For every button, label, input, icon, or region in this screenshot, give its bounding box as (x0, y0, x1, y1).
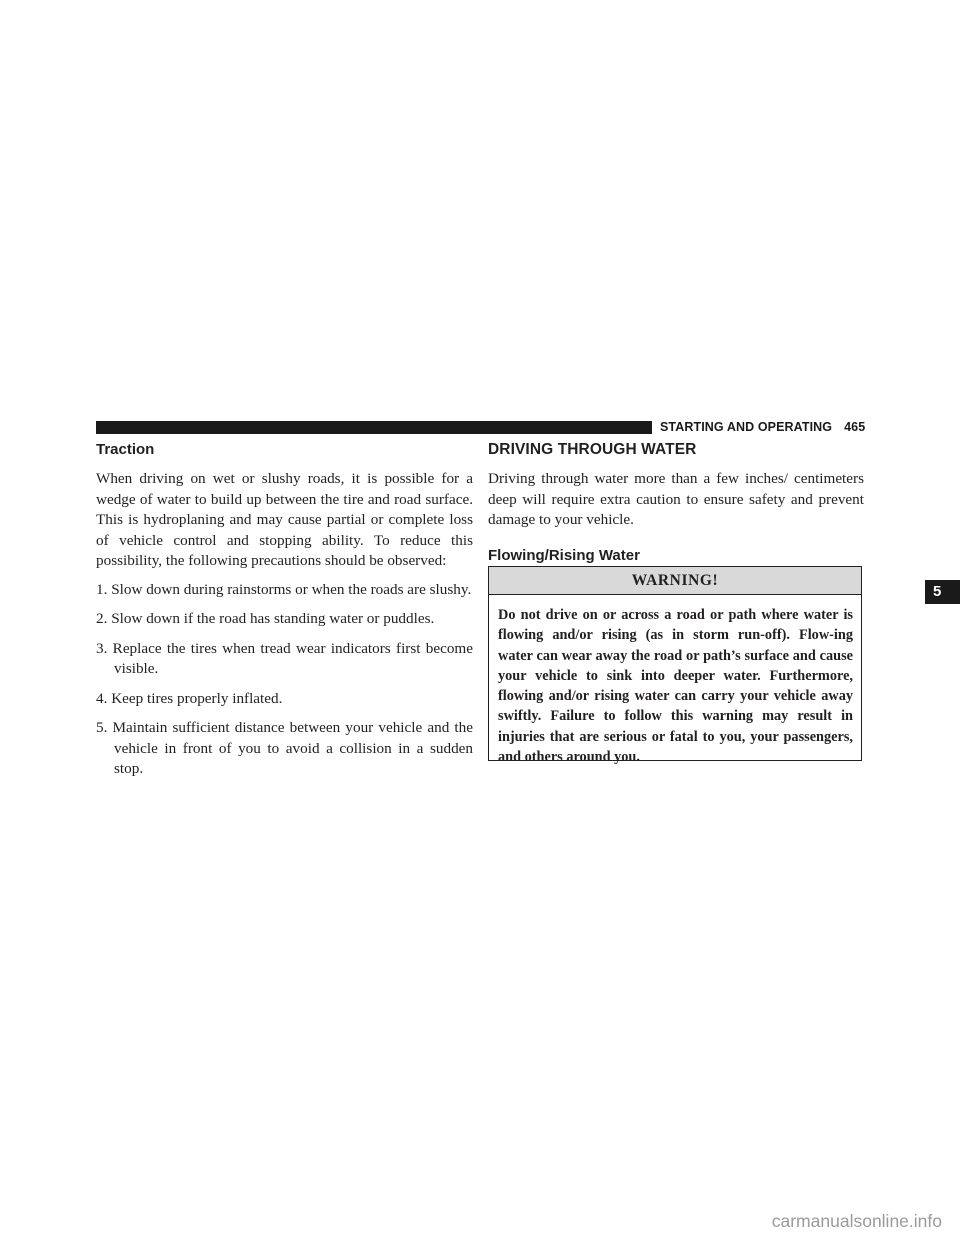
traction-intro: When driving on wet or slushy roads, it is possible for a wedge of water to build up between the tire and road surface. This is hydroplaning and may cause partial or complete loss of vehicle control and stopping ability. To reduce this possibility, the following precautions should be observed: (96, 470, 473, 569)
list-item: 2. Slow down if the road has standing water or puddles. (96, 610, 435, 627)
warning-text: Do not drive on or across a road or path where water is flowing and/or rising (as in storm run-off). Flow-ing water can wear away the road or path’s surface and cause your vehicle to sink into deeper water. Furthermore, flowing and/or rising water can carry your vehicle away swiftly. Failure to follow this warning may result in injuries that are serious or fatal to you, your passengers, and others around you. (498, 607, 853, 766)
left-column (96, 441, 473, 789)
list-item: 5. Maintain sufficient distance between your vehicle and the vehicle in front of you to avoid a collision in a sudden stop. (96, 719, 473, 777)
precautions-list (96, 580, 473, 780)
running-header (660, 420, 865, 434)
warning-box (488, 566, 862, 766)
watermark: carmanualsonline.info (771, 1211, 942, 1231)
water-heading: DRIVING THROUGH WATER (488, 441, 697, 458)
traction-heading: Traction (96, 441, 155, 458)
list-item: 3. Replace the tires when tread wear indicators first become visible. (96, 639, 473, 677)
list-item: 1. Slow down during rainstorms or when the roads are slushy. (96, 580, 472, 598)
warning-heading: WARNING! (489, 567, 861, 595)
page-number: 465 (844, 420, 866, 434)
header-rule (96, 421, 652, 434)
section-title: STARTING AND OPERATING (660, 420, 833, 434)
flowing-water-heading: Flowing/Rising Water (488, 546, 640, 564)
chapter-tab: 5 (925, 580, 960, 604)
right-column (488, 441, 864, 564)
water-intro: Driving through water more than a few inches/ centimeters deep will require extra caution to ensure safety and prevent damage to your vehicle. (488, 470, 864, 528)
list-item: 4. Keep tires properly inflated. (96, 689, 283, 707)
